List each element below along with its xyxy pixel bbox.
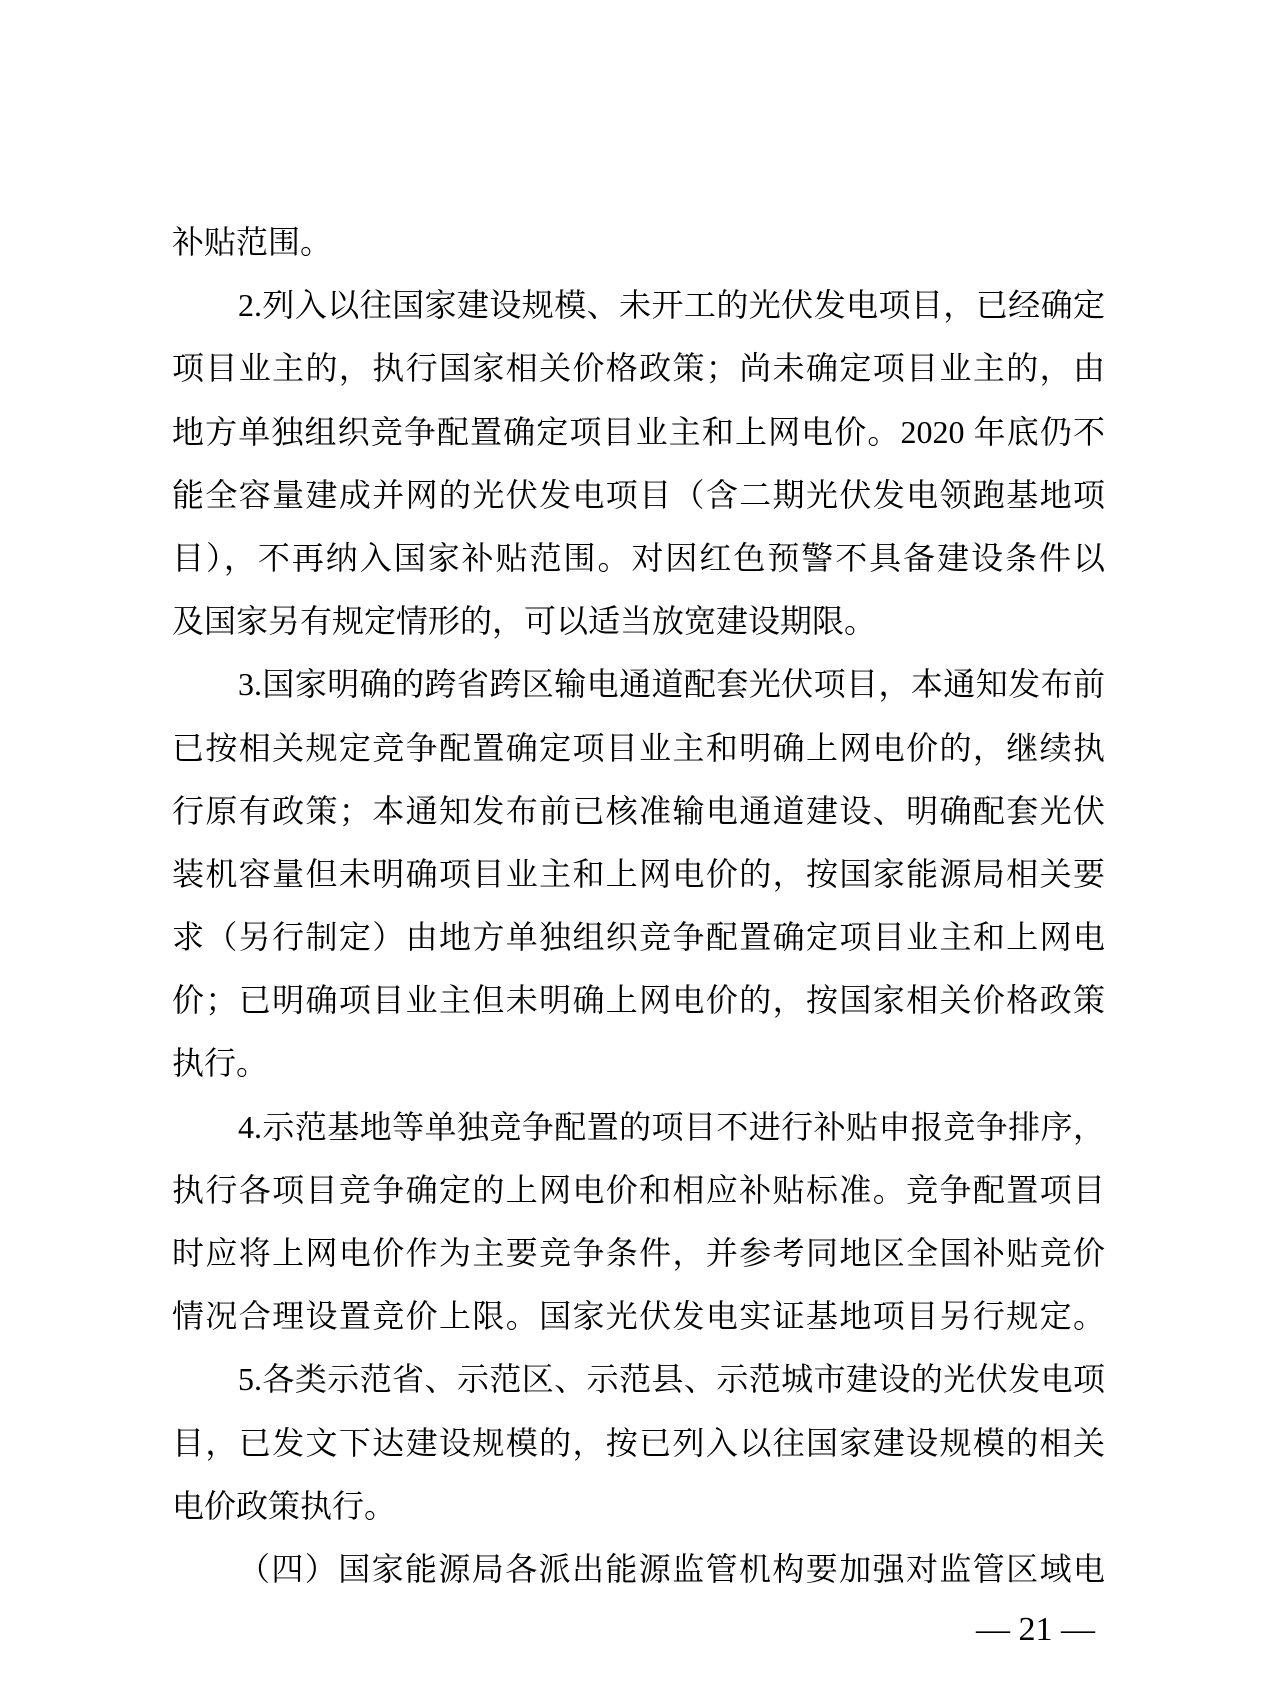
page-number: — 21 — — [976, 1611, 1095, 1648]
text-line: 及国家另有规定情形的，可以适当放宽建设期限。 — [172, 603, 877, 640]
text-line: 4.示范基地等单独竞争配置的项目不进行补贴申报竞争排序， — [238, 1108, 1105, 1145]
text-line: 装机容量但未明确项目业主和上网电价的，按国家能源局相关要 — [172, 855, 1105, 892]
text-line: 情况合理设置竞价上限。国家光伏发电实证基地项目另行规定。 — [172, 1298, 1105, 1335]
text-line: 价；已明确项目业主但未明确上网电价的，按国家相关价格政策 — [172, 982, 1105, 1019]
text-line: 目），不再纳入国家补贴范围。对因红色预警不具备建设条件以 — [172, 539, 1105, 576]
text-line: 2.列入以往国家建设规模、未开工的光伏发电项目，已经确定 — [238, 287, 1105, 324]
document-body — [172, 211, 1105, 1601]
text-line: 已按相关规定竞争配置确定项目业主和明确上网电价的，继续执 — [172, 729, 1105, 766]
text-line: （四）国家能源局各派出能源监管机构要加强对监管区域电 — [238, 1550, 1105, 1587]
text-line: 地方单独组织竞争配置确定项目业主和上网电价。2020 年底仍不 — [172, 413, 1105, 450]
text-line: 电价政策执行。 — [172, 1487, 397, 1524]
text-line: 时应将上网电价作为主要竞争条件，并参考同地区全国补贴竞价 — [172, 1235, 1105, 1271]
text-line: 执行。 — [172, 1045, 269, 1082]
text-line: 补贴范围。 — [172, 224, 333, 260]
text-line: 项目业主的，执行国家相关价格政策；尚未确定项目业主的，由 — [172, 350, 1105, 387]
text-line: 能全容量建成并网的光伏发电项目（含二期光伏发电领跑基地项 — [172, 476, 1105, 513]
text-line: 求（另行制定）由地方单独组织竞争配置确定项目业主和上网电 — [172, 919, 1105, 956]
text-line: 行原有政策；本通知发布前已核准输电通道建设、明确配套光伏 — [172, 792, 1105, 829]
text-line: 3.国家明确的跨省跨区输电通道配套光伏项目，本通知发布前 — [238, 666, 1105, 703]
text-line: 目，已发文下达建设规模的，按已列入以往国家建设规模的相关 — [172, 1424, 1105, 1461]
text-line: 执行各项目竞争确定的上网电价和相应补贴标准。竞争配置项目 — [172, 1171, 1105, 1208]
text-line: 5.各类示范省、示范区、示范县、示范城市建设的光伏发电项 — [238, 1361, 1105, 1398]
